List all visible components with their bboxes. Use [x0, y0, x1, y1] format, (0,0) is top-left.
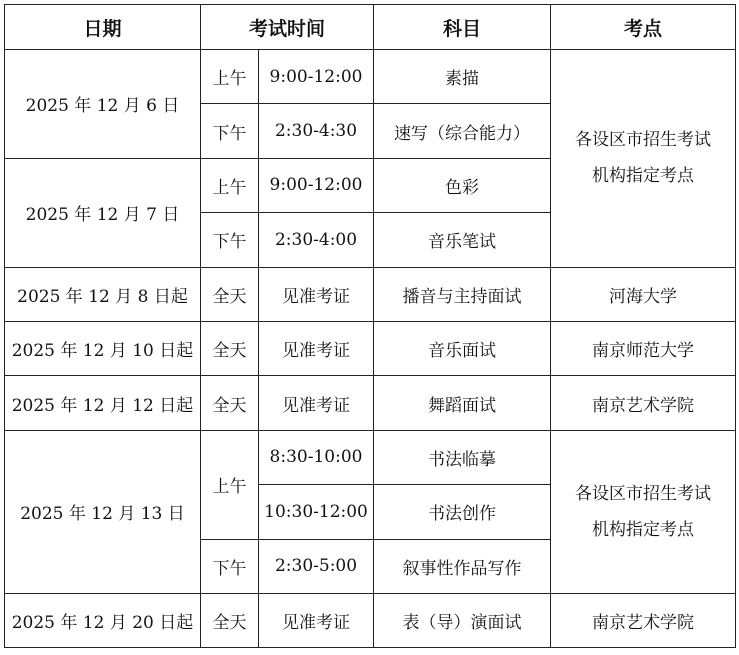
header-date: 日期	[5, 5, 201, 50]
location-cell: 南京师范大学	[551, 321, 736, 375]
time-cell: 见准考证	[259, 593, 374, 647]
period-cell: 全天	[201, 376, 259, 430]
time-cell: 2:30-4:30	[259, 104, 374, 158]
subject-cell: 舞蹈面试	[374, 376, 551, 430]
period-cell: 上午	[201, 50, 259, 104]
period-cell: 上午	[201, 430, 259, 539]
period-cell: 全天	[201, 321, 259, 375]
location-cell: 南京艺术学院	[551, 376, 736, 430]
subject-cell: 音乐笔试	[374, 213, 551, 267]
period-cell: 下午	[201, 104, 259, 158]
time-cell: 2:30-5:00	[259, 539, 374, 593]
location-cell	[551, 50, 736, 268]
location-cell	[551, 430, 736, 593]
header-row	[5, 5, 736, 50]
time-cell: 见准考证	[259, 321, 374, 375]
time-cell: 9:00-12:00	[259, 158, 374, 212]
period-cell: 全天	[201, 267, 259, 321]
location-cell: 河海大学	[551, 267, 736, 321]
table-row	[5, 321, 736, 375]
period-cell: 上午	[201, 158, 259, 212]
table-row	[5, 376, 736, 430]
header-subject: 科目	[374, 5, 551, 50]
subject-cell: 书法临摹	[374, 430, 551, 484]
subject-cell: 播音与主持面试	[374, 267, 551, 321]
period-cell: 下午	[201, 539, 259, 593]
date-cell: 2025 年 12 月 8 日起	[5, 267, 201, 321]
location-line: 各设区市招生考试	[575, 130, 712, 151]
table-row	[5, 430, 736, 484]
subject-cell: 表（导）演面试	[374, 593, 551, 647]
table-row	[5, 267, 736, 321]
date-cell: 2025 年 12 月 10 日起	[5, 321, 201, 375]
date-cell: 2025 年 12 月 12 日起	[5, 376, 201, 430]
location-cell: 南京艺术学院	[551, 593, 736, 647]
time-cell: 见准考证	[259, 267, 374, 321]
subject-cell: 书法创作	[374, 485, 551, 539]
time-cell: 2:30-4:00	[259, 213, 374, 267]
table-row	[5, 593, 736, 647]
exam-schedule-table	[4, 4, 736, 648]
time-cell: 见准考证	[259, 376, 374, 430]
date-cell: 2025 年 12 月 6 日	[5, 50, 201, 159]
subject-cell: 叙事性作品写作	[374, 539, 551, 593]
time-cell: 9:00-12:00	[259, 50, 374, 104]
subject-cell: 速写（综合能力）	[374, 104, 551, 158]
date-cell: 2025 年 12 月 13 日	[5, 430, 201, 593]
period-cell: 下午	[201, 213, 259, 267]
time-cell: 10:30-12:00	[259, 485, 374, 539]
date-cell: 2025 年 12 月 7 日	[5, 158, 201, 267]
time-cell: 8:30-10:00	[259, 430, 374, 484]
period-cell: 全天	[201, 593, 259, 647]
location-line: 机构指定考点	[592, 166, 695, 187]
location-line: 机构指定考点	[592, 519, 695, 540]
date-cell: 2025 年 12 月 20 日起	[5, 593, 201, 647]
location-line: 各设区市招生考试	[575, 483, 712, 504]
table-row	[5, 50, 736, 104]
header-time: 考试时间	[201, 5, 374, 50]
header-location: 考点	[551, 5, 736, 50]
subject-cell: 色彩	[374, 158, 551, 212]
subject-cell: 音乐面试	[374, 321, 551, 375]
subject-cell: 素描	[374, 50, 551, 104]
